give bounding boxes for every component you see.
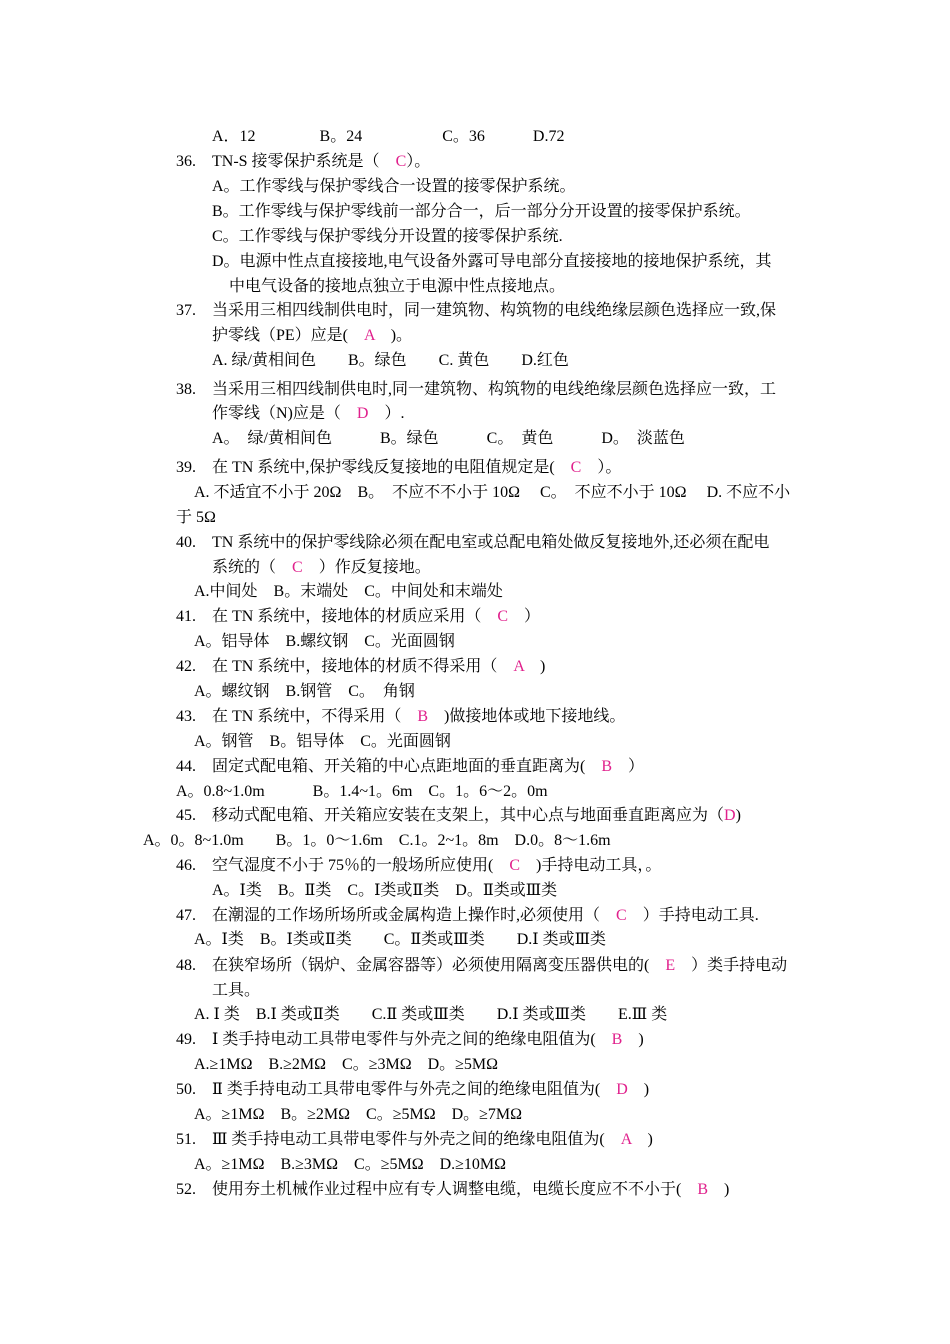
option-line (194, 1105, 522, 1125)
option-line (212, 429, 685, 449)
question-text: 47. 在潮湿的工作场所场所或金属构造上操作时,必须使用（ (176, 907, 617, 924)
question-text-end: ) (735, 807, 741, 824)
option-line (143, 831, 611, 851)
question-line (212, 326, 412, 346)
option-line (212, 252, 772, 272)
option-text: A。铝导体 B.螺纹钢 C。光面圆钢 (194, 633, 455, 650)
option-line (194, 483, 790, 503)
question-38 (176, 380, 776, 400)
answer-43: B (417, 708, 429, 725)
question-text-end: ) (627, 1081, 650, 1098)
question-text: 护零线（PE）应是( (212, 327, 365, 344)
option-text: A. 不适宜不小于 20Ω B。 不应不不小于 10Ω C。 不应不小于 10Ω D. 不应不小 (194, 484, 791, 501)
answer-50: D (616, 1081, 628, 1098)
question-48 (176, 956, 787, 976)
question-46 (176, 856, 661, 876)
question-text-end: )手持电动工具，。 (520, 857, 662, 874)
option-text: A. 绿/黄相间色 B。绿色 C. 黄色 D.红色 (212, 352, 569, 369)
option-text: A。Ⅰ类 B。Ⅰ类或Ⅱ类 C。Ⅱ类或Ⅲ类 D.Ⅰ 类或Ⅲ类 (194, 931, 607, 948)
option-text: A。钢管 B。铝导体 C。光面圆钢 (194, 733, 451, 750)
question-47 (176, 906, 759, 926)
question-text: 作零线（N)应是（ (212, 405, 357, 422)
question-45 (176, 806, 741, 826)
question-text: 42. 在 TN 系统中，接地体的材质不得采用（ (176, 658, 514, 675)
question-text: 44. 固定式配电箱、开关箱的中心点距地面的垂直距离为( (176, 758, 602, 775)
option-text: 中电气设备的接地点独立于电源中性点接地点。 (229, 278, 566, 295)
answer-42: A (513, 658, 525, 675)
answer-46: C (509, 857, 521, 874)
question-text-end: ） (612, 758, 645, 775)
option-text: B。工作零线与保护零线前一部分合一，后一部分分开设置的接零保护系统。 (212, 203, 751, 220)
answer-52: B (697, 1181, 709, 1198)
question-text: 48. 在狭窄场所（锅炉、金属容器等）必须使用隔离变压器供电的( (176, 957, 666, 974)
option-text: A。 绿/黄相间色 B。绿色 C。 黄色 D。 淡蓝色 (212, 430, 685, 447)
question-text: 38. 当采用三相四线制供电时,同一建筑物、构筑物的电线绝缘层颜色选择应一致，工 (176, 381, 777, 398)
option-text: A。≥1MΩ B。≥2MΩ C。≥5MΩ D。≥7MΩ (194, 1106, 523, 1123)
option-line (194, 682, 415, 702)
question-text: 36. TN-S 接零保护系统是（ (176, 153, 396, 170)
question-39 (176, 458, 621, 478)
option-text: A. Ⅰ 类 B.Ⅰ 类或Ⅱ类 C.Ⅱ 类或Ⅲ类 D.Ⅰ 类或Ⅲ类 E.Ⅲ 类 (194, 1006, 668, 1023)
option-text: A。螺纹钢 B.钢管 C。 角钢 (194, 683, 415, 700)
question-text-end: ）类手持电动 (675, 957, 788, 974)
question-49 (176, 1030, 644, 1050)
question-line (212, 981, 260, 1001)
option-line (194, 732, 451, 752)
option-line (176, 508, 216, 528)
answer-47: C (616, 907, 627, 924)
question-text: 41. 在 TN 系统中，接地体的材质应采用（ (176, 608, 498, 625)
question-37 (176, 301, 776, 321)
question-text-end: ) (631, 1131, 653, 1148)
question-text-end: )做接地体或地下接地线。 (428, 708, 626, 725)
question-text: 49. Ⅰ 类手持电动工具带电零件与外壳之间的绝缘电阻值为( (176, 1031, 612, 1048)
question-text: 43. 在 TN 系统中，不得采用（ (176, 708, 418, 725)
question-51 (176, 1130, 653, 1150)
question-text-end: )。 (374, 327, 413, 344)
question-text-end: ）手持电动工具. (626, 907, 759, 924)
answer-51: A (620, 1131, 632, 1148)
answer-37: A (364, 327, 375, 344)
option-line (194, 1005, 667, 1025)
answer-36: C (395, 153, 407, 170)
question-text-end: ）作反复接地。 (302, 559, 431, 576)
question-text: 50. Ⅱ 类手持电动工具带电零件与外壳之间的绝缘电阻值为( (176, 1081, 617, 1098)
option-text: 于 5Ω (176, 509, 216, 526)
question-text-end: ) (524, 658, 546, 675)
question-line (212, 558, 431, 578)
option-line (212, 177, 576, 197)
answer-38: D (356, 405, 369, 422)
question-text: 系统的（ (212, 559, 293, 576)
option-text: A。工作零线与保护零线合一设置的接零保护系统。 (212, 178, 576, 195)
option-line (194, 582, 503, 602)
question-text: 45. 移动式配电箱、开关箱应安装在支架上，其中心点与地面垂直距离应为（ (176, 807, 725, 824)
answer-39: C (570, 459, 582, 476)
option-text: C。工作零线与保护零线分开设置的接零保护系统. (212, 228, 563, 245)
question-36 (176, 152, 430, 172)
answer-48: E (665, 957, 676, 974)
option-line (194, 1155, 506, 1175)
option-text: A。0.8~1.0m B。1.4~1。6m C。1。6～2。0m (176, 783, 548, 800)
option-line (194, 632, 455, 652)
question-text: 37. 当采用三相四线制供电时，同一建筑物、构筑物的电线绝缘层颜色选择应一致,保 (176, 302, 777, 319)
option-line (194, 930, 606, 950)
question-text-end: ) (622, 1031, 644, 1048)
question-text-end: ）. (368, 405, 405, 422)
question-42 (176, 657, 545, 677)
option-line (194, 1055, 498, 1075)
question-text: 51. Ⅲ 类手持电动工具带电零件与外壳之间的绝缘电阻值为( (176, 1131, 621, 1148)
option-text: A。Ⅰ类 B。Ⅱ类 C。Ⅰ类或Ⅱ类 D。Ⅱ类或Ⅲ类 (212, 882, 558, 899)
line-text: A．12 B。24 C。36 D.72 (212, 128, 565, 145)
answer-49: B (611, 1031, 623, 1048)
answer-44: B (601, 758, 613, 775)
option-text: A.≥1MΩ B.≥2MΩ C。≥3MΩ D。≥5MΩ (194, 1056, 499, 1073)
line-01 (212, 127, 564, 147)
question-text: 46. 空气湿度不小于 75％的一般场所应使用( (176, 857, 510, 874)
question-text-end: ）。 (406, 153, 431, 170)
question-text-end: ) (708, 1181, 730, 1198)
option-line (212, 202, 751, 222)
answer-40: C (292, 559, 303, 576)
option-text: D。电源中性点直接接地,电气设备外露可导电部分直接接地的接地保护系统，其 (212, 253, 772, 270)
question-text-end: ） (508, 608, 541, 625)
question-40 (176, 533, 769, 553)
option-line (229, 277, 565, 297)
question-text: 40. TN 系统中的保护零线除必须在配电室或总配电箱处做反复接地外,还必须在配电 (176, 534, 770, 551)
answer-41: C (497, 608, 509, 625)
option-line (212, 881, 557, 901)
option-text: A。≥1MΩ B.≥3MΩ C。≥5MΩ D.≥10MΩ (194, 1156, 507, 1173)
question-52 (176, 1180, 729, 1200)
option-text: A.中间处 B。末端处 C。中间处和末端处 (194, 583, 503, 600)
option-line (212, 351, 569, 371)
question-50 (176, 1080, 649, 1100)
question-43 (176, 707, 625, 727)
question-text: 39. 在 TN 系统中,保护零线反复接地的电阻值规定是( (176, 459, 571, 476)
question-text-end: ）。 (581, 459, 622, 476)
question-text: 工具。 (212, 982, 261, 999)
answer-45: D (724, 807, 736, 824)
option-line (212, 227, 563, 247)
question-text: 52. 使用夯土机械作业过程中应有专人调整电缆，电缆长度应不不小于( (176, 1181, 698, 1198)
question-line (212, 404, 404, 424)
option-text: A。0。8~1.0m B。1。0～1.6m C.1。2~1。8m D.0。8～1.6m (143, 832, 611, 849)
question-41 (176, 607, 540, 627)
question-44 (176, 757, 644, 777)
option-line (176, 782, 548, 802)
